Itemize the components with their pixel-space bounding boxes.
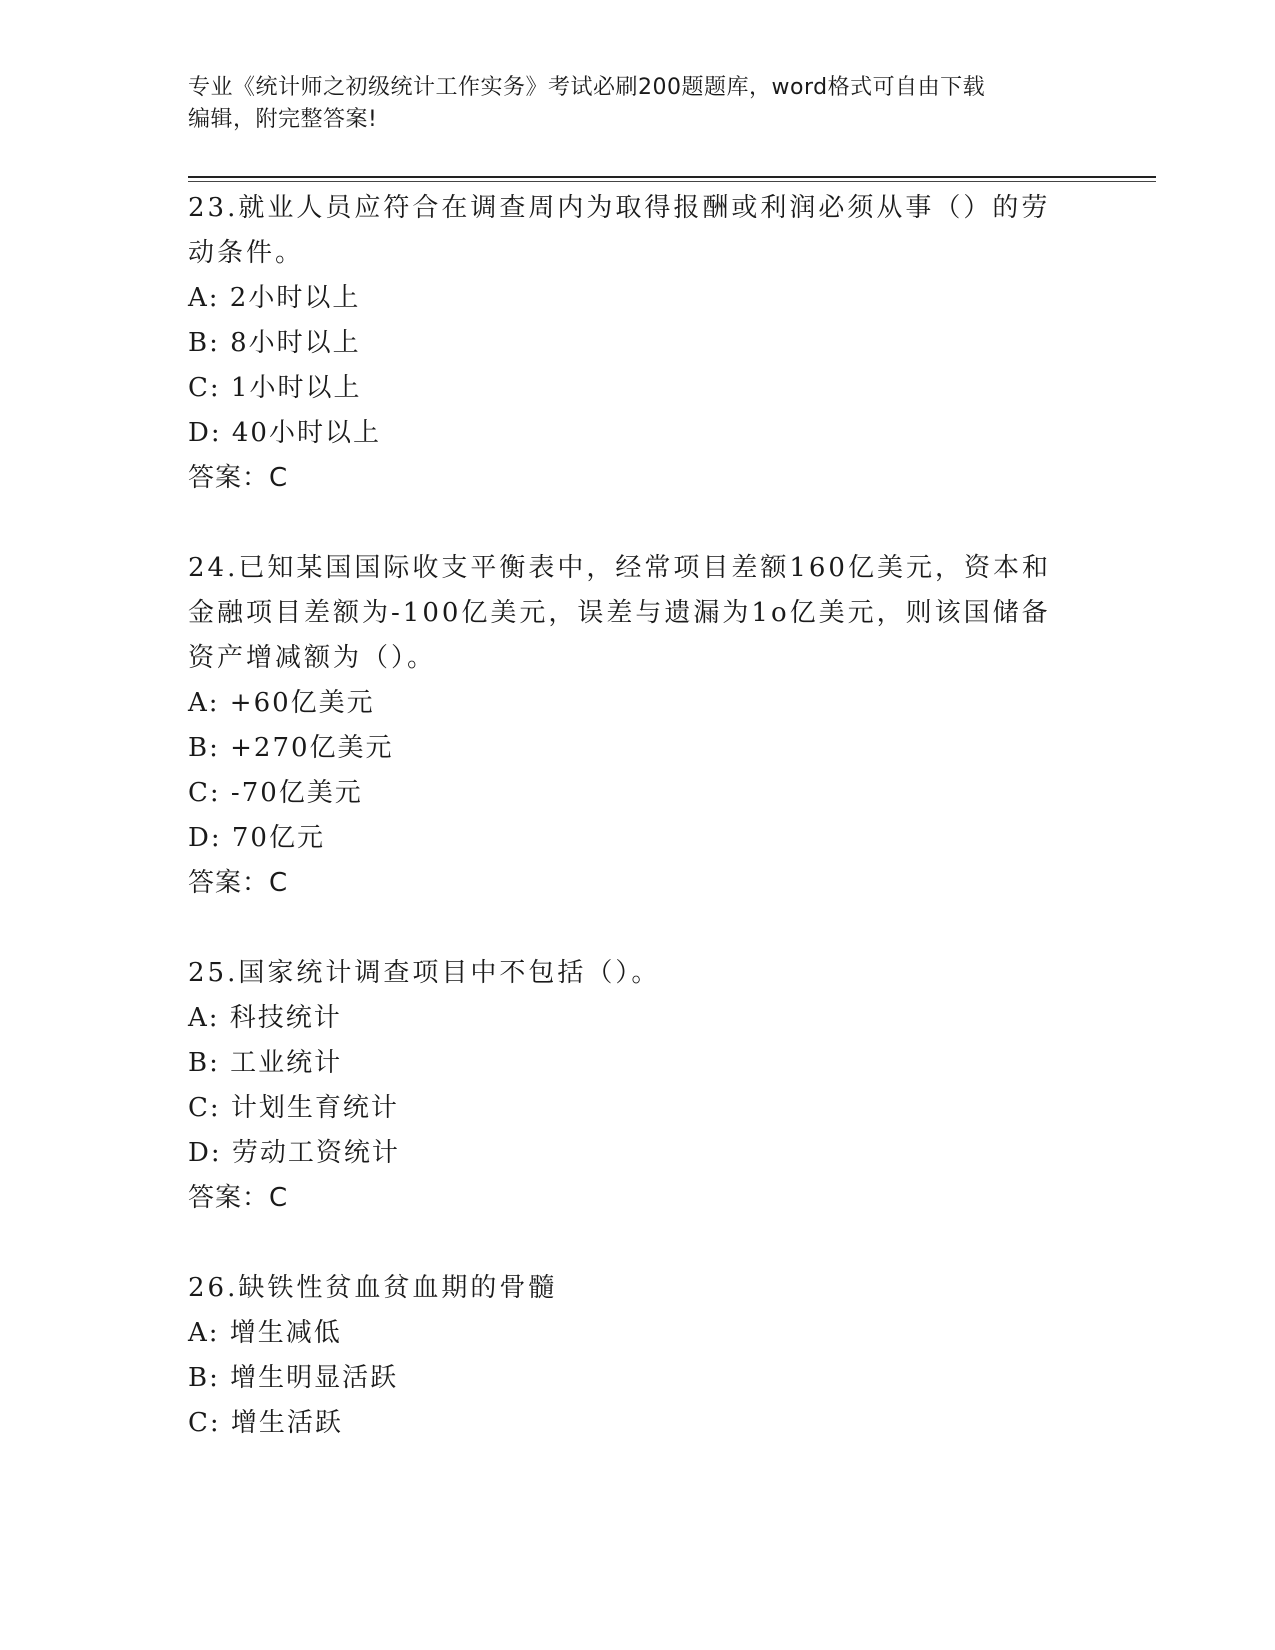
question-stem: 23.就业人员应符合在调查周内为取得报酬或利润必须从事（）的劳动条件。 [188,193,1051,268]
header-divider-thick [188,176,1156,178]
spacer [188,1221,1088,1266]
option-d: D: 70亿元 [188,823,325,853]
question-25 [188,951,1088,1221]
option-c: C: 计划生育统计 [188,1093,399,1123]
question-24 [188,546,1088,906]
option-b: B: 工业统计 [188,1048,343,1078]
question-stem: 24.已知某国国际收支平衡表中，经常项目差额160亿美元，资本和金融项目差额为-100亿美元，误差与遗漏为1o亿美元，则该国储备资产增减额为（）。 [188,553,1051,673]
option-d: D: 40小时以上 [188,418,381,448]
question-stem: 25.国家统计调查项目中不包括（）。 [188,958,661,988]
option-a: A: +60亿美元 [188,688,375,718]
question-26 [188,1266,1088,1446]
question-23 [188,186,1088,501]
answer: 答案：C [188,1183,289,1213]
option-d: D: 劳动工资统计 [188,1138,400,1168]
option-b: B: 增生明显活跃 [188,1363,399,1393]
answer: 答案：C [188,868,289,898]
option-c: C: -70亿美元 [188,778,363,808]
question-stem: 26.缺铁性贫血贫血期的骨髓 [188,1273,558,1303]
option-b: B: 8小时以上 [188,328,361,358]
spacer [188,501,1088,546]
option-b: B: +270亿美元 [188,733,394,763]
document-header [188,72,1078,136]
option-a: A: 科技统计 [188,1003,342,1033]
header-line-2: 编辑，附完整答案! [188,107,378,132]
option-a: A: 增生减低 [188,1318,342,1348]
option-c: C: 增生活跃 [188,1408,343,1438]
header-divider-thin [188,181,1156,182]
spacer [188,906,1088,951]
option-c: C: 1小时以上 [188,373,362,403]
header-line-1: 专业《统计师之初级统计工作实务》考试必刷200题题库，word格式可自由下载 [188,75,986,100]
option-a: A: 2小时以上 [188,283,361,313]
answer: 答案：C [188,463,289,493]
question-list [188,186,1088,1446]
